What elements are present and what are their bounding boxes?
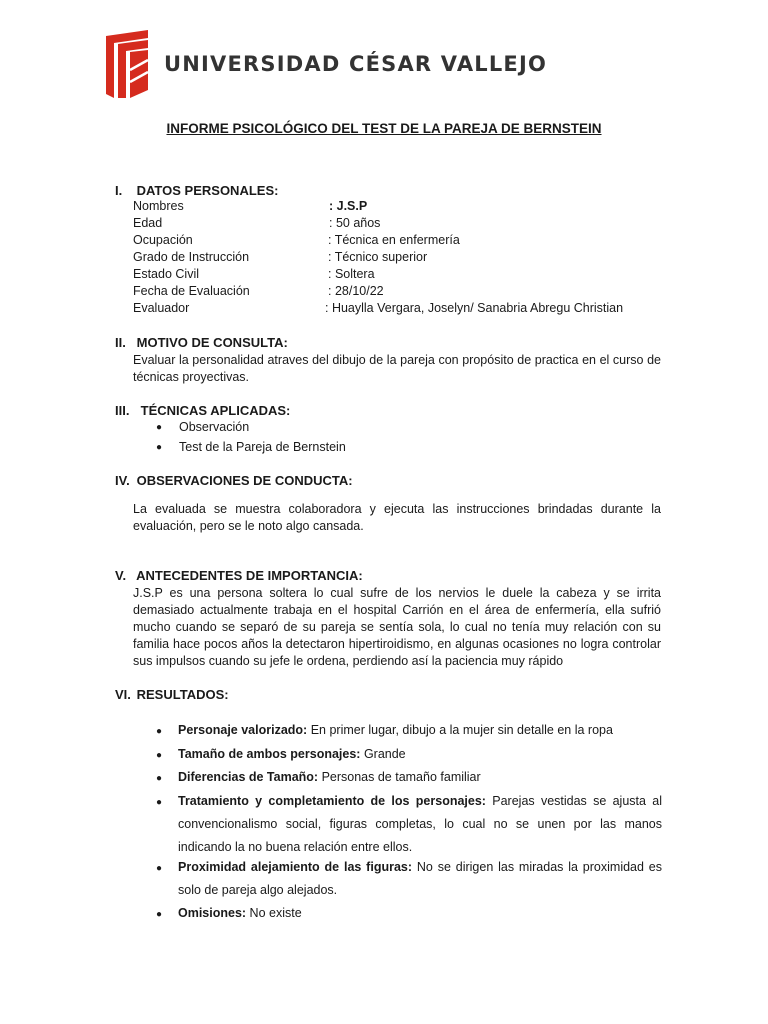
- university-header: [104, 30, 704, 100]
- antecedentes-text: J.S.P es una persona soltera lo cual sufre de los nervios le duele la cabeza y se irrita demasiado actualmente trabaja en el hospital Carrión en el área de enfermería, ella sufrió mucho cuando se separó de su pareja se sentía sola, lo cual no tenía muy relación con su familia hace pocos años la detectaron hipertiroidismo, en algunas ocasiones no logra controlar sus impulsos cuando su jefe le ordena, perdiendo así la paciencia muy rápido: [133, 586, 661, 668]
- result-label: Omisiones:: [178, 906, 247, 920]
- result-label: Proximidad alejamiento de las figuras:: [178, 860, 413, 874]
- field-label: Evaluador: [133, 301, 190, 315]
- section-title: RESULTADOS:: [136, 687, 229, 702]
- section-number: IV.: [115, 473, 130, 488]
- result-text: Grande: [360, 747, 406, 761]
- result-item: [178, 743, 662, 766]
- result-text: Personas de tamaño familiar: [318, 770, 481, 784]
- field-value: : 50 años: [329, 216, 381, 230]
- result-item: [178, 790, 662, 859]
- bullet-icon: ●: [156, 863, 163, 874]
- field-label: Ocupación: [133, 233, 193, 247]
- field-label: Fecha de Evaluación: [133, 284, 250, 298]
- result-item: [178, 856, 662, 902]
- bullet-icon: ●: [156, 909, 163, 920]
- section-number: II.: [115, 335, 126, 350]
- bullet-icon: ●: [156, 797, 163, 808]
- section-tecnicas-heading: [115, 403, 290, 418]
- list-item: Test de la Pareja de Bernstein: [179, 440, 346, 454]
- result-text: En primer lugar, dibujo a la mujer sin detalle en la ropa: [307, 723, 613, 737]
- result-label: Personaje valorizado:: [178, 723, 308, 737]
- result-text: Parejas vestidas se ajusta al convencionalismo social, figuras completas, lo cual no se unen por las manos indicando la no buena relación entre ellos.: [178, 794, 662, 854]
- field-label: Estado Civil: [133, 267, 199, 281]
- observaciones-text: La evaluada se muestra colaboradora y ejecuta las instrucciones brindadas durante la evaluación, pero se le noto algo cansada.: [133, 502, 661, 533]
- result-item: [178, 766, 662, 789]
- result-label: Tamaño de ambos personajes:: [178, 747, 361, 761]
- field-label: Nombres: [133, 199, 184, 213]
- section-motivo-heading: [115, 335, 288, 350]
- section-title: DATOS PERSONALES:: [136, 183, 279, 198]
- section-resultados-heading: [115, 687, 229, 702]
- section-number: III.: [115, 403, 130, 418]
- field-value: : Técnico superior: [328, 250, 428, 264]
- field-label: Edad: [133, 216, 163, 230]
- motivo-text: Evaluar la personalidad atraves del dibujo de la pareja con propósito de practica en el curso de técnicas proyectivas.: [133, 353, 661, 384]
- field-label: Grado de Instrucción: [133, 250, 250, 264]
- result-item: [178, 719, 662, 742]
- section-antecedentes-heading: [115, 568, 363, 583]
- field-value: : Soltera: [328, 267, 375, 281]
- section-observaciones-heading: [115, 473, 353, 488]
- result-label: Diferencias de Tamaño:: [178, 770, 319, 784]
- bullet-icon: ●: [156, 773, 163, 784]
- university-name: UNIVERSIDAD CÉSAR VALLEJO: [164, 52, 548, 76]
- section-title: TÉCNICAS APLICADAS:: [140, 403, 291, 418]
- section-title: MOTIVO DE CONSULTA:: [136, 335, 288, 350]
- bullet-icon: ●: [156, 422, 163, 433]
- field-value: : Huaylla Vergara, Joselyn/ Sanabria Abregu Christian: [325, 301, 624, 315]
- bullet-icon: ●: [156, 726, 163, 737]
- section-number: VI.: [115, 687, 131, 702]
- bullet-icon: ●: [156, 750, 163, 761]
- university-logo-icon: [104, 30, 156, 98]
- result-text: No existe: [246, 906, 302, 920]
- section-title: ANTECEDENTES DE IMPORTANCIA:: [136, 568, 363, 583]
- section-title: OBSERVACIONES DE CONDUCTA:: [136, 473, 353, 488]
- bullet-icon: ●: [156, 442, 163, 453]
- field-value: : J.S.P: [329, 199, 368, 213]
- page-title: INFORME PSICOLÓGICO DEL TEST DE LA PAREJA DE BERNSTEIN: [166, 121, 602, 136]
- result-label: Tratamiento y completamiento de los personajes:: [178, 794, 486, 808]
- result-text: No se dirigen las miradas la proximidad es solo de pareja algo alejados.: [178, 860, 662, 897]
- field-value: : Técnica en enfermería: [328, 233, 460, 247]
- result-item: [178, 902, 662, 925]
- section-number: I.: [115, 183, 123, 198]
- list-item: Observación: [179, 420, 250, 434]
- field-value: : 28/10/22: [328, 284, 384, 298]
- section-number: V.: [115, 568, 127, 583]
- section-datos-heading: [115, 183, 278, 198]
